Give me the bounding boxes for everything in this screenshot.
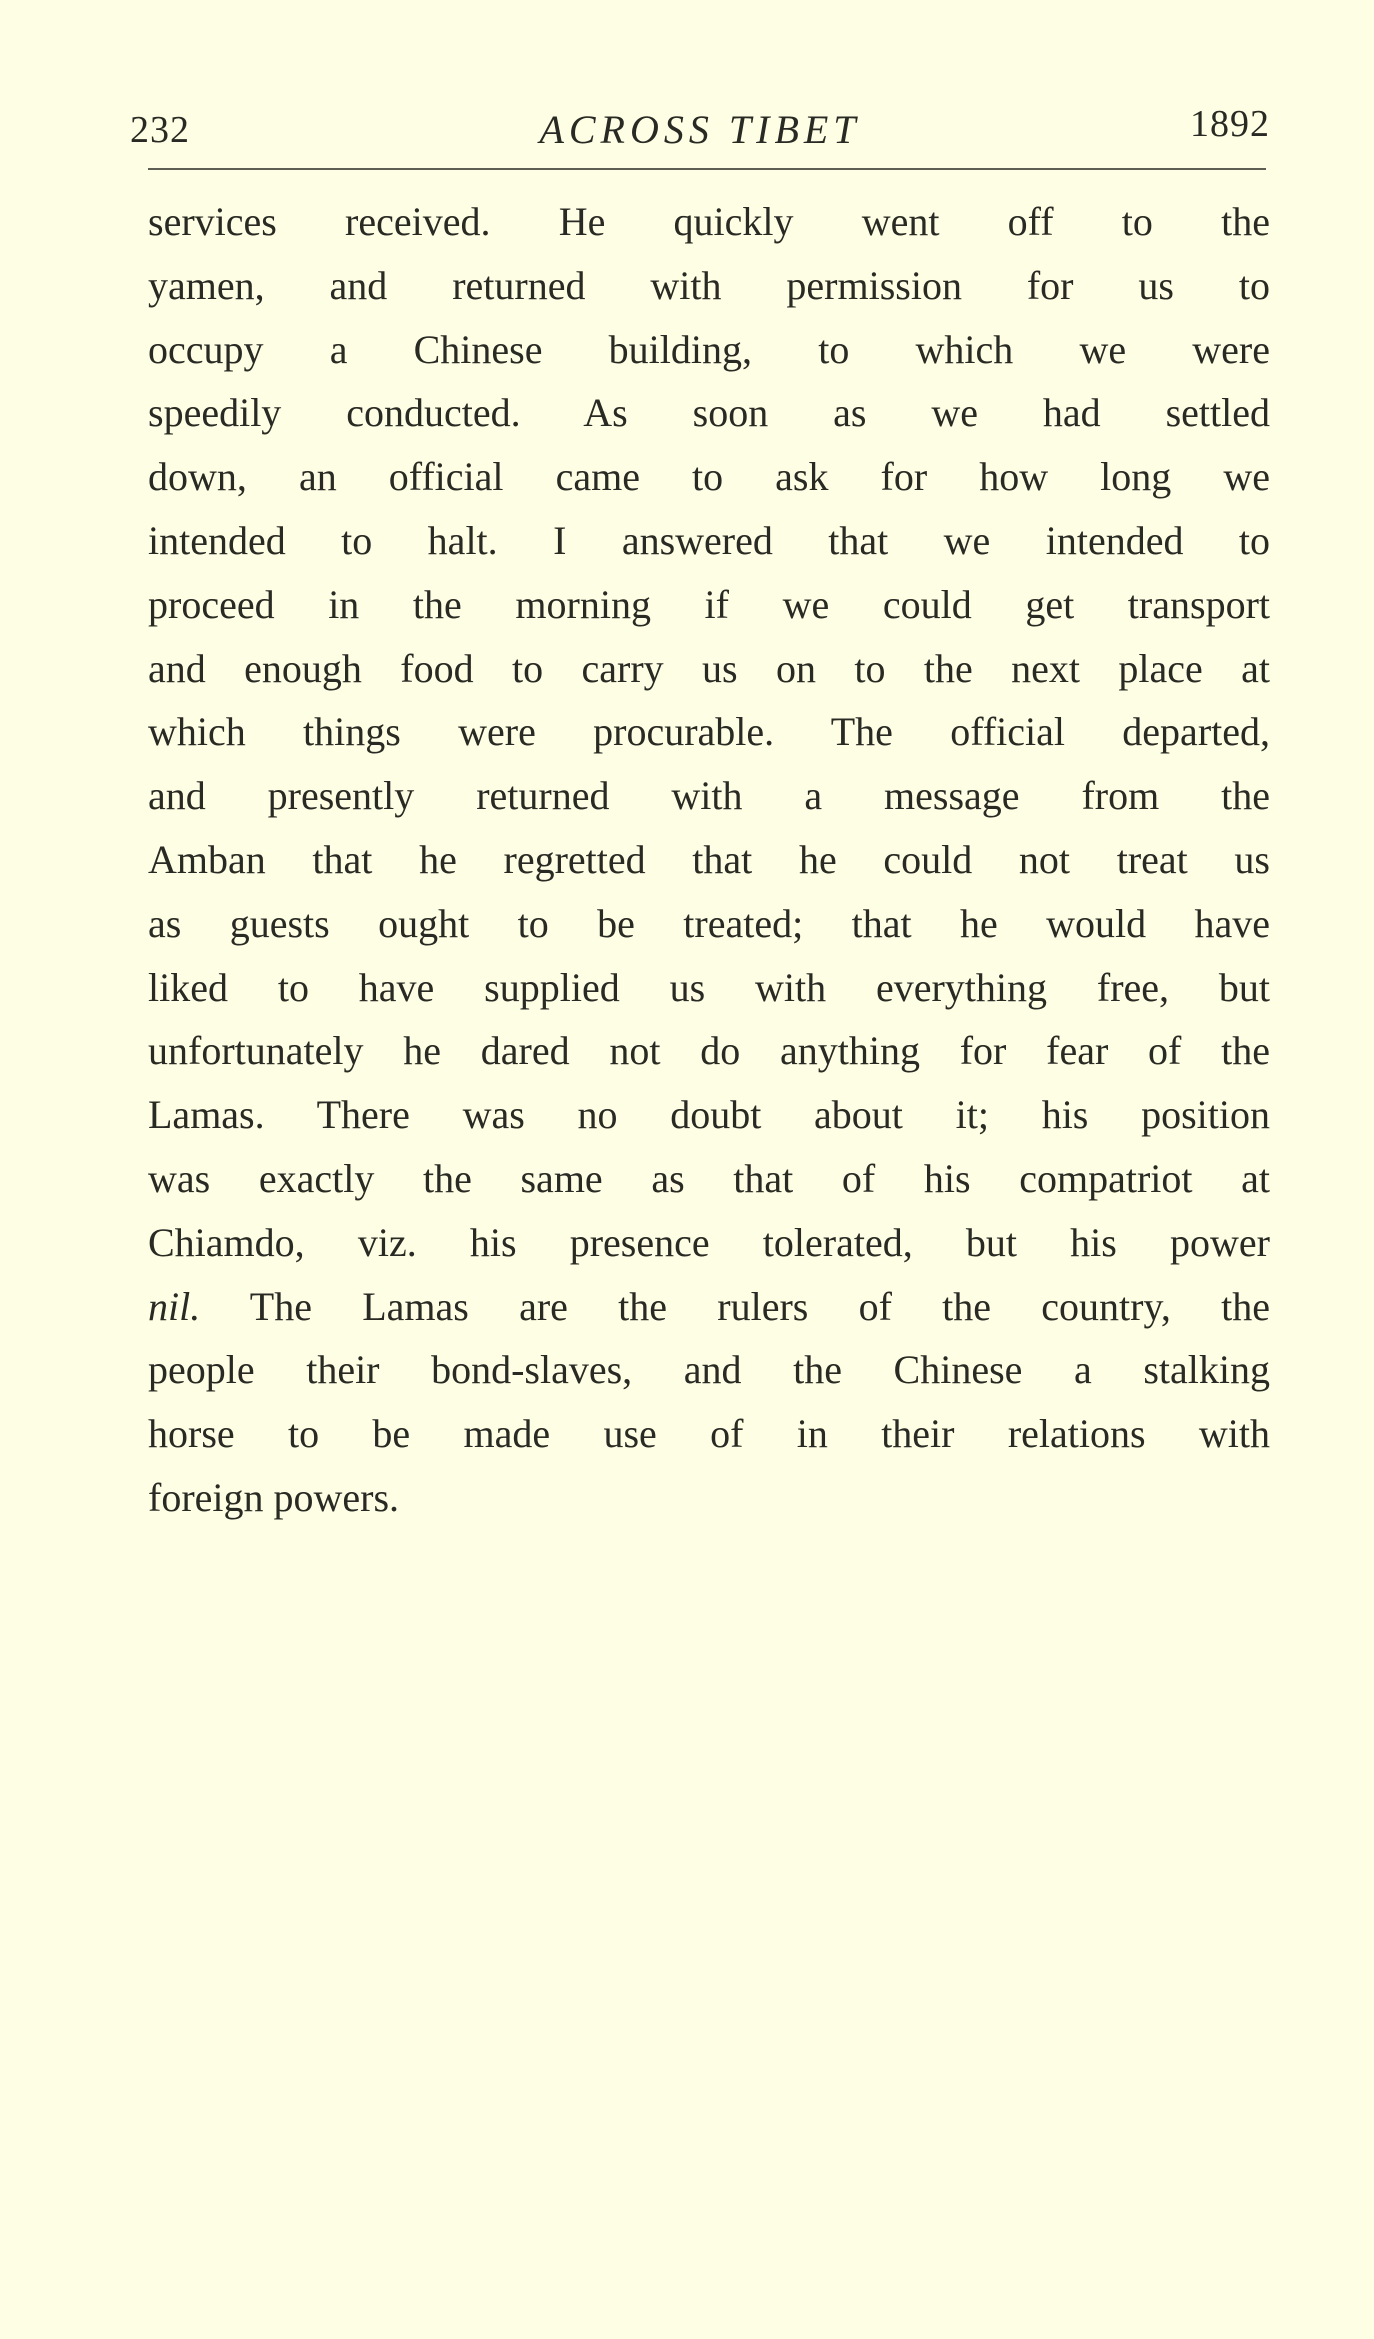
text-line: intended to halt. I answered that we intended to bbox=[148, 517, 1270, 563]
header-rule bbox=[148, 168, 1266, 170]
body-text bbox=[148, 190, 1270, 1530]
page-number: 232 bbox=[130, 109, 190, 151]
text-line: and presently returned with a message from the bbox=[148, 773, 1270, 819]
text-line: as guests ought to be treated; that he would have bbox=[148, 900, 1270, 946]
text-line: and enough food to carry us on to the next place at bbox=[148, 645, 1270, 691]
text-line: down, an official came to ask for how long we bbox=[148, 454, 1270, 500]
text-line: unfortunately he dared not do anything for fear of the bbox=[148, 1028, 1270, 1074]
text-line: was exactly the same as that of his compatriot at bbox=[148, 1155, 1270, 1201]
text-line: proceed in the morning if we could get transport bbox=[148, 581, 1270, 627]
text-line: Lamas. There was no doubt about it; his position bbox=[148, 1092, 1270, 1138]
text-line: speedily conducted. As soon as we had settled bbox=[148, 390, 1270, 436]
text-line: foreign powers. bbox=[148, 1474, 400, 1520]
italic-word: nil. bbox=[148, 1283, 201, 1329]
running-title: ACROSS TIBET bbox=[539, 107, 861, 152]
text-line: Amban that he regretted that he could not treat us bbox=[148, 836, 1270, 882]
year: 1892 bbox=[1190, 103, 1270, 145]
text-line: horse to be made use of in their relations with bbox=[148, 1411, 1270, 1457]
text-line: which things were procurable. The official departed, bbox=[148, 709, 1270, 755]
text-line bbox=[148, 1275, 1270, 1339]
running-head bbox=[130, 100, 1270, 160]
text-line: people their bond-slaves, and the Chinese a stalking bbox=[148, 1347, 1270, 1393]
text-line: Chiamdo, viz. his presence tolerated, but his power bbox=[148, 1219, 1270, 1265]
text-line: yamen, and returned with permission for us to bbox=[148, 262, 1270, 308]
text-line: occupy a Chinese building, to which we were bbox=[148, 326, 1270, 372]
text-line: liked to have supplied us with everything free, but bbox=[148, 964, 1270, 1010]
text-line: services received. He quickly went off to the bbox=[148, 199, 1270, 244]
text-segment: The Lamas are the rulers of the country, the bbox=[249, 1283, 1270, 1329]
